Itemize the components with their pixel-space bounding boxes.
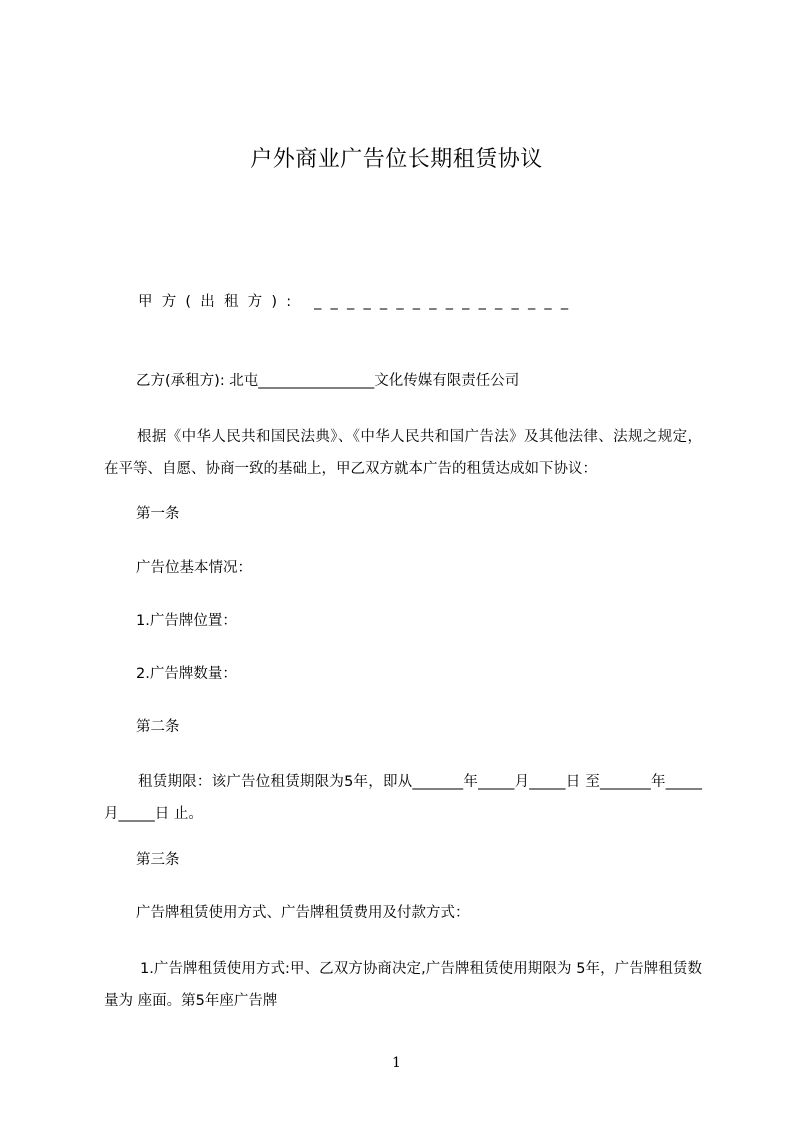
article-1-item-1: 1.广告牌位置： [136, 613, 237, 629]
preamble-paragraph: 根据《中华人民共和国民法典》、《中华人民共和国广告法》及其他法律、法规之规定，在平等、自愿、协商一致的基础上，甲乙双方就本广告的租赁达成如下协议： [104, 429, 702, 477]
article-1-heading: 第一条 [136, 506, 180, 522]
document-title: 户外商业广告位长期租赁协议 [250, 147, 543, 172]
party-a-line: 甲方(出租方): ________________ [138, 294, 578, 310]
article-2-heading: 第二条 [136, 719, 180, 735]
article-1-subtitle: 广告位基本情况： [136, 560, 252, 576]
article-1-item-2: 2.广告牌数量： [136, 666, 237, 682]
page-number: 1 [392, 1055, 401, 1071]
party-b-line: 乙方(承租方): 北屯________________文化传媒有限责任公司 [136, 373, 520, 389]
article-2-text: 租赁期限：该广告位租赁期限为5年，即从_______年_____月_____日 至_______年_____月_____日 止。 [104, 774, 702, 822]
article-3-item-1: 1.广告牌租赁使用方式:甲、乙双方协商决定,广告牌租赁使用期限为 5年，广告牌租赁数量为 座面。第5年座广告牌 [104, 961, 702, 1009]
article-3-heading: 第三条 [136, 852, 180, 868]
article-3-subtitle: 广告牌租赁使用方式、广告牌租赁费用及付款方式： [136, 905, 470, 921]
